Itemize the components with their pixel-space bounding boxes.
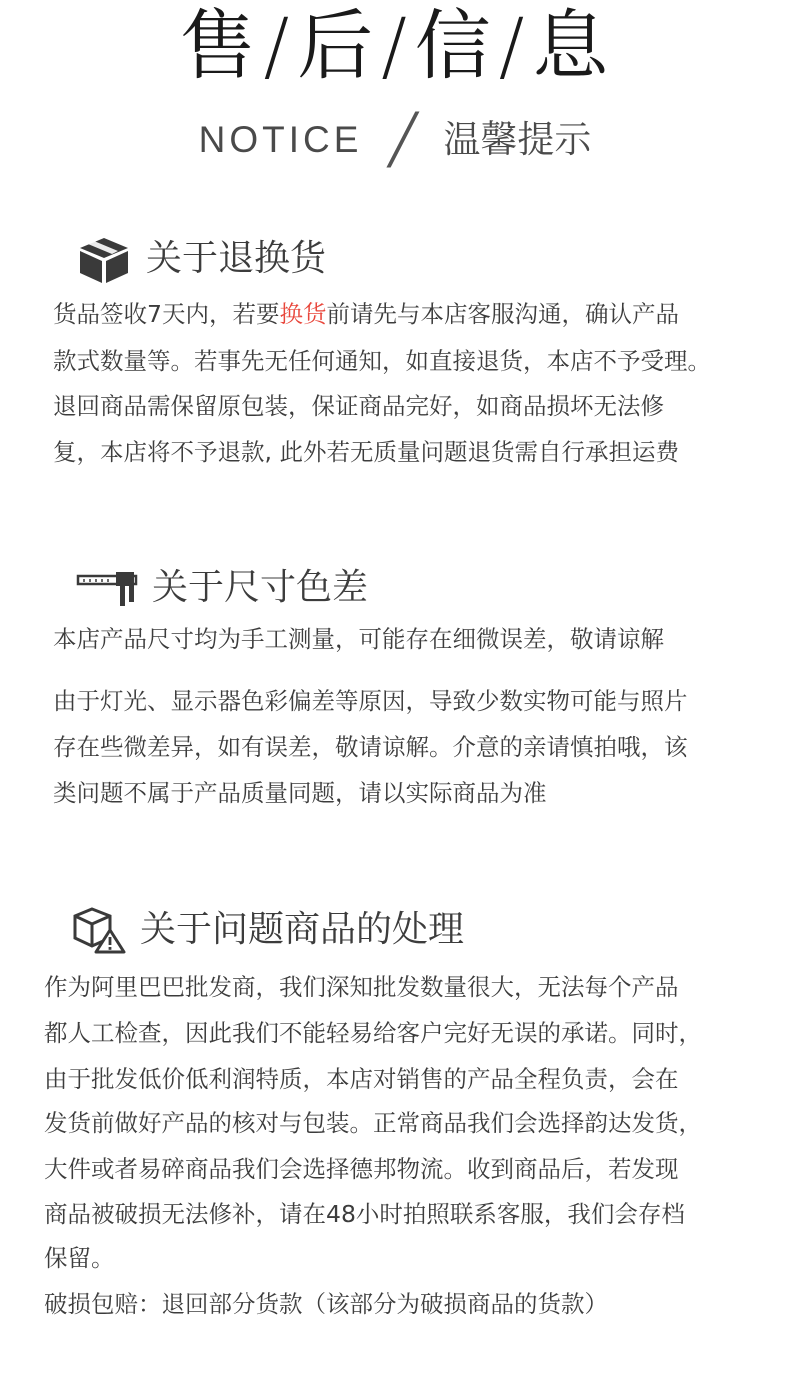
notice-en: NOTICE [198,119,363,160]
highlight-exchange: 换货 [279,300,327,328]
notice-cn: 温馨提示 [443,118,592,161]
issue-line-8: 破损包赔：退回部分货款（该部分为破损商品的货款） [44,1290,608,1318]
damaged-box-warning-icon [72,906,126,954]
issue-line-5: 大件或者易碎商品我们会选择德邦物流。收到商品后，若发现 [44,1155,679,1183]
title-separator: / [498,1,527,90]
title-separator: / [263,1,292,90]
size-line-3: 存在些微差异，如有误差，敬请谅解。介意的亲请慎拍哦，该 [53,733,688,761]
box-icon [78,236,130,284]
issue-line-7: 保留。 [44,1244,115,1272]
title-char: 信 [414,1,493,90]
notice-subtitle [0,112,790,168]
size-line-1: 本店产品尺寸均为手工测量，可能存在细微误差，敬请谅解 [53,625,664,653]
return-line-2: 款式数量等。若事先无任何通知，如直接退货，本店不予受理。 [53,347,711,375]
title-char: 息 [532,1,611,90]
issue-line-3: 由于批发低价低利润特质，本店对销售的产品全程负责，会在 [44,1065,679,1093]
section-heading-return: 关于退换货 [146,238,327,279]
text: 货品签收7天内，若要 [53,300,280,328]
size-line-4: 类问题不属于产品质量同题，请以实际商品为准 [53,779,547,807]
title-char: 售 [179,1,258,90]
issue-line-6: 商品被破损无法修补，请在48小时拍照联系客服，我们会存档 [44,1200,685,1228]
section-heading-size: 关于尺寸色差 [152,567,369,608]
text: 前请先与本店客服沟通，确认产品 [326,300,679,328]
issue-line-1: 作为阿里巴巴批发商，我们深知批发数量很大，无法每个产品 [44,973,679,1001]
return-line-4: 复，本店将不予退款, 此外若无质量问题退货需自行承担运费 [53,438,679,466]
issue-line-2: 都人工检查，因此我们不能轻易给客户完好无误的承诺。同时， [44,1019,702,1047]
title-char: 后 [297,1,376,90]
caliper-icon [76,570,140,608]
issue-line-4: 发货前做好产品的核对与包装。正常商品我们会选择韵达发货， [44,1109,702,1137]
title-separator: / [381,1,409,90]
section-heading-issue: 关于问题商品的处理 [140,909,465,950]
return-line-1 [53,291,679,338]
notice-slash: ╱ [388,112,418,168]
page-title [0,0,790,92]
size-line-2: 由于灯光、显示器色彩偏差等原因，导致少数实物可能与照片 [53,687,688,715]
return-line-3: 退回商品需保留原包装，保证商品完好，如商品损坏无法修 [53,392,664,420]
